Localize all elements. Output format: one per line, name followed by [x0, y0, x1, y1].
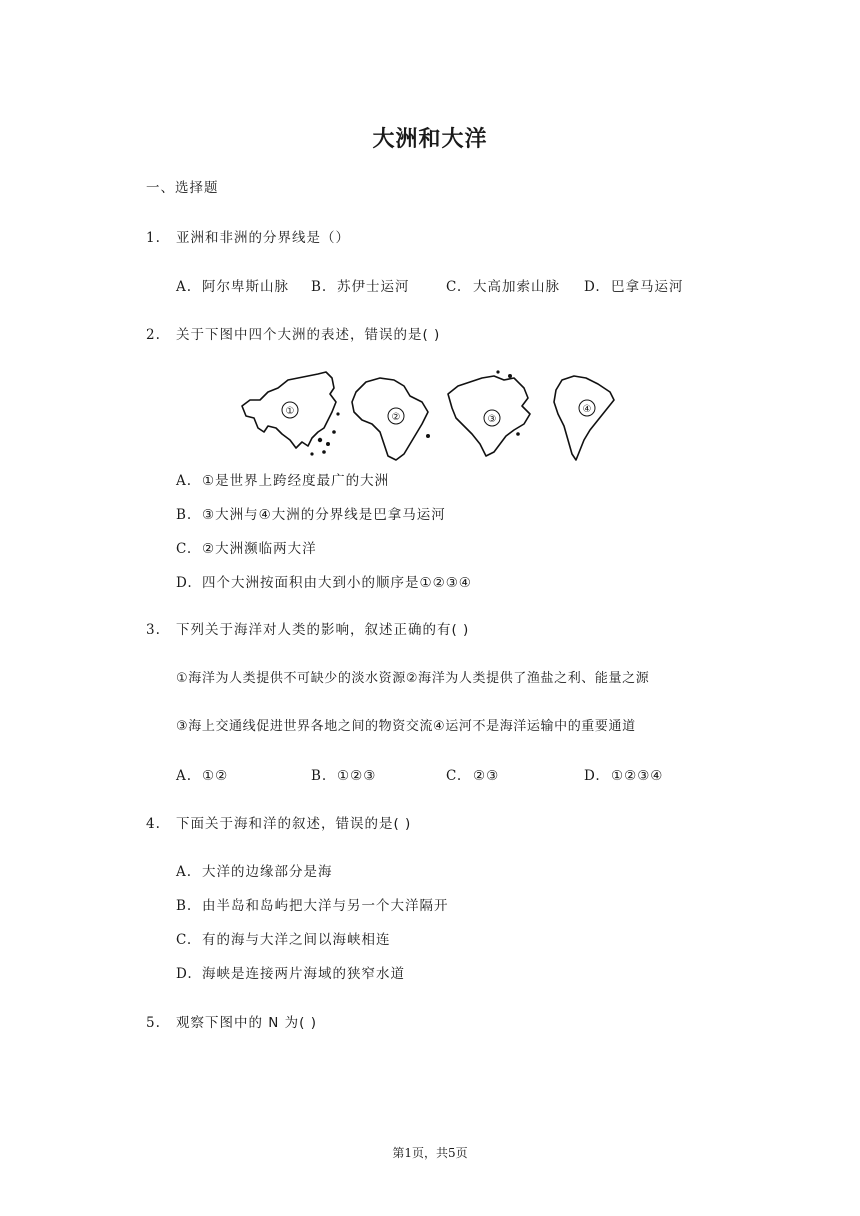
q4-option-d-label[interactable]: D. [176, 966, 193, 982]
q4-option-a-text: 大洋的边缘部分是海 [202, 864, 333, 880]
q5-text: 观察下图中的 N 为( ) [176, 1015, 318, 1031]
africa-outline [352, 378, 428, 460]
q1-option-d-label[interactable]: D. [584, 279, 601, 295]
q2-option-a-text: ①是世界上跨经度最广的大洲 [202, 473, 390, 489]
continents-map-figure [238, 370, 618, 466]
map-label-4: ④ [582, 404, 592, 415]
q3-option-a-label[interactable]: A. [176, 768, 193, 784]
map-label-2: ② [391, 412, 401, 423]
q2-text: 关于下图中四个大洲的表述，错误的是( ) [176, 327, 441, 343]
section-heading: 一、选择题 [146, 180, 219, 196]
q3-option-d-label[interactable]: D. [584, 768, 601, 784]
q2-option-d-text: 四个大洲按面积由大到小的顺序是①②③④ [202, 575, 472, 591]
q1-option-d-text: 巴拿马运河 [611, 279, 684, 295]
q4-number: 4. [146, 816, 161, 832]
q3-option-c-label[interactable]: C. [446, 768, 463, 784]
q4-option-c-text: 有的海与大洋之间以海峡相连 [202, 932, 391, 948]
q3-statement-line-1: ①海洋为人类提供不可缺少的淡水资源②海洋为人类提供了渔盐之利、能量之源 [176, 671, 650, 686]
map-label-3: ③ [487, 414, 497, 425]
q1-option-c-label[interactable]: C. [446, 279, 463, 295]
q2-number: 2. [146, 327, 161, 343]
q4-option-b-label[interactable]: B. [176, 898, 193, 914]
q2-option-b-label[interactable]: B. [176, 507, 193, 523]
q3-option-c-text: ②③ [473, 768, 500, 784]
q1-option-b-label[interactable]: B. [311, 279, 328, 295]
q2-option-c-text: ②大洲濒临两大洋 [202, 541, 317, 557]
q3-option-b-text: ①②③ [337, 768, 377, 784]
page-footer: 第1页，共5页 [392, 1146, 468, 1160]
q4-text: 下面关于海和洋的叙述，错误的是( ) [176, 816, 412, 832]
q1-number: 1. [146, 230, 161, 246]
q1-text: 亚洲和非洲的分界线是（） [176, 230, 350, 246]
q3-option-a-text: ①② [202, 768, 229, 784]
q1-option-b-text: 苏伊士运河 [337, 279, 410, 295]
q2-option-d-label[interactable]: D. [176, 575, 193, 591]
q3-statement-line-2: ③海上交通线促进世界各地之间的物资交流④运河不是海洋运输中的重要通道 [176, 719, 636, 734]
q2-option-b-text: ③大洲与④大洲的分界线是巴拿马运河 [202, 507, 446, 523]
q1-option-a-text: 阿尔卑斯山脉 [202, 279, 289, 295]
q3-text: 下列关于海洋对人类的影响，叙述正确的有( ) [176, 622, 470, 638]
south-america-outline [554, 376, 614, 460]
q1-option-c-text: 大高加索山脉 [473, 279, 560, 295]
q4-option-c-label[interactable]: C. [176, 932, 193, 948]
q4-option-b-text: 由半岛和岛屿把大洋与另一个大洋隔开 [202, 898, 449, 914]
q2-option-a-label[interactable]: A. [176, 473, 193, 489]
q4-option-a-label[interactable]: A. [176, 864, 193, 880]
q5-number: 5. [146, 1015, 161, 1031]
q3-number: 3. [146, 622, 161, 638]
page-title: 大洲和大洋 [372, 126, 488, 152]
q4-option-d-text: 海峡是连接两片海域的狭窄水道 [202, 966, 405, 982]
q3-option-d-text: ①②③④ [611, 768, 664, 784]
q2-option-c-label[interactable]: C. [176, 541, 193, 557]
q1-option-a-label[interactable]: A. [176, 279, 193, 295]
map-label-1: ① [285, 406, 295, 417]
q3-option-b-label[interactable]: B. [311, 768, 328, 784]
